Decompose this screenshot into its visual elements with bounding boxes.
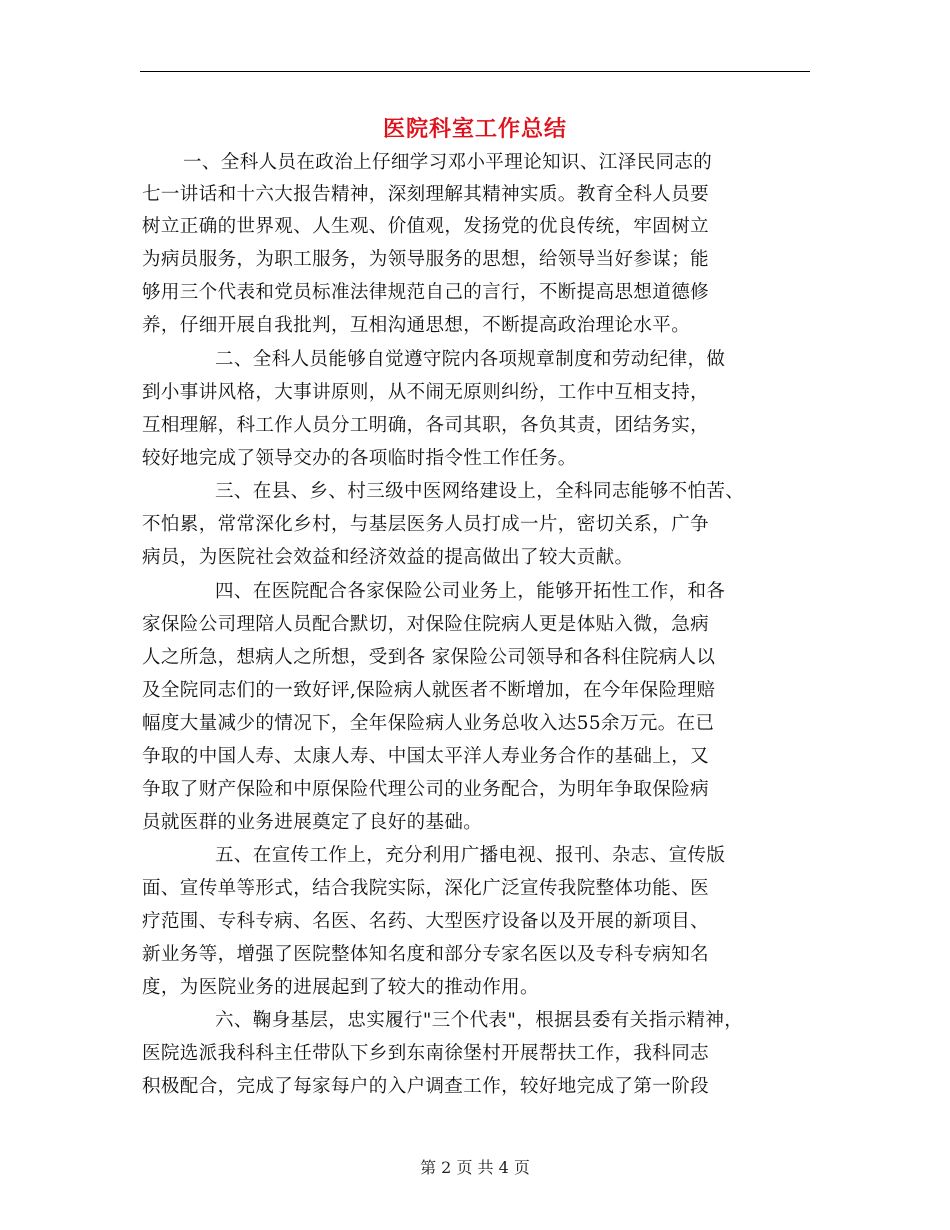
- body-line: 面、宣传单等形式，结合我院实际，深化广泛宣传我院整体功能、医: [142, 878, 710, 899]
- body-line: 病员，为医院社会效益和经济效益的提高做出了较大贡献。: [142, 547, 634, 568]
- body-line: 不怕累，常常深化乡村，与基层医务人员打成一片，密切关系，广争: [142, 514, 710, 535]
- body-line: 二、全科人员能够自觉遵守院内各项规章制度和劳动纪律，做: [215, 349, 726, 370]
- body-line: 度，为医院业务的进展起到了较大的推动作用。: [142, 977, 539, 998]
- body-line: 医院选派我科科主任带队下乡到东南徐堡村开展帮扶工作，我科同志: [142, 1043, 710, 1064]
- body-line: 争取了财产保险和中原保险代理公司的业务配合，为明年争取保险病: [142, 779, 710, 800]
- body-line: 够用三个代表和党员标准法律规范自己的言行，不断提高思想道德修: [142, 282, 710, 303]
- body-line: 幅度大量减少的情况下，全年保险病人业务总收入达55余万元。在已: [142, 713, 715, 734]
- page-number: 第 2 页 共 4 页: [420, 1158, 530, 1177]
- document-title: 医院科室工作总结: [382, 116, 567, 142]
- body-line: 家保险公司理陪人员配合默切，对保险住院病人更是体贴入微，急病: [142, 614, 710, 635]
- header-rule: [140, 71, 810, 72]
- body-line: 积极配合，完成了每家每户的入户调查工作，较好地完成了第一阶段: [142, 1076, 710, 1097]
- body-line: 四、在医院配合各家保险公司业务上，能够开拓性工作，和各: [215, 581, 726, 602]
- body-line: 新业务等，增强了医院整体知名度和部分专家名医以及专科专病知名: [142, 944, 710, 965]
- body-line: 员就医群的业务进展奠定了良好的基础。: [142, 812, 483, 833]
- body-line: 互相理解，科工作人员分工明确，各司其职，各负其责，团结务实，: [142, 415, 710, 436]
- body-line: 树立正确的世界观、人生观、价值观，发扬党的优良传统，牢固树立: [142, 216, 710, 237]
- body-line: 七一讲话和十六大报告精神，深刻理解其精神实质。教育全科人员要: [142, 184, 710, 205]
- body-line: 三、在县、乡、村三级中医网络建设上，全科同志能够不怕苦、: [215, 481, 745, 502]
- body-line: 五、在宣传工作上，充分利用广播电视、报刊、杂志、宣传版: [215, 845, 726, 866]
- body-line: 人之所急，想病人之所想，受到各 家保险公司领导和各科住院病人以: [142, 647, 716, 668]
- body-line: 疗范围、专科专病、名医、名药、大型医疗设备以及开展的新项目、: [142, 911, 710, 932]
- body-line: 较好地完成了领导交办的各项临时指令性工作任务。: [142, 448, 577, 469]
- body-line: 争取的中国人寿、太康人寿、中国太平洋人寿业务合作的基础上，又: [142, 746, 710, 767]
- body-line: 及全院同志们的一致好评,保险病人就医者不断增加，在今年保险理赔: [142, 680, 716, 701]
- body-line: 为病员服务，为职工服务，为领导服务的思想，给领导当好参谋；能: [142, 249, 710, 270]
- body-line: 养，仔细开展自我批判，互相沟通思想，不断提高政治理论水平。: [142, 315, 691, 336]
- body-line: 六、鞠身基层，忠实履行"三个代表"，根据县委有关指示精神，: [215, 1010, 744, 1031]
- body-line: 一、全科人员在政治上仔细学习邓小平理论知识、江泽民同志的: [183, 152, 713, 173]
- body-line: 到小事讲风格，大事讲原则，从不闹无原则纠纷，工作中互相支持，: [142, 382, 710, 403]
